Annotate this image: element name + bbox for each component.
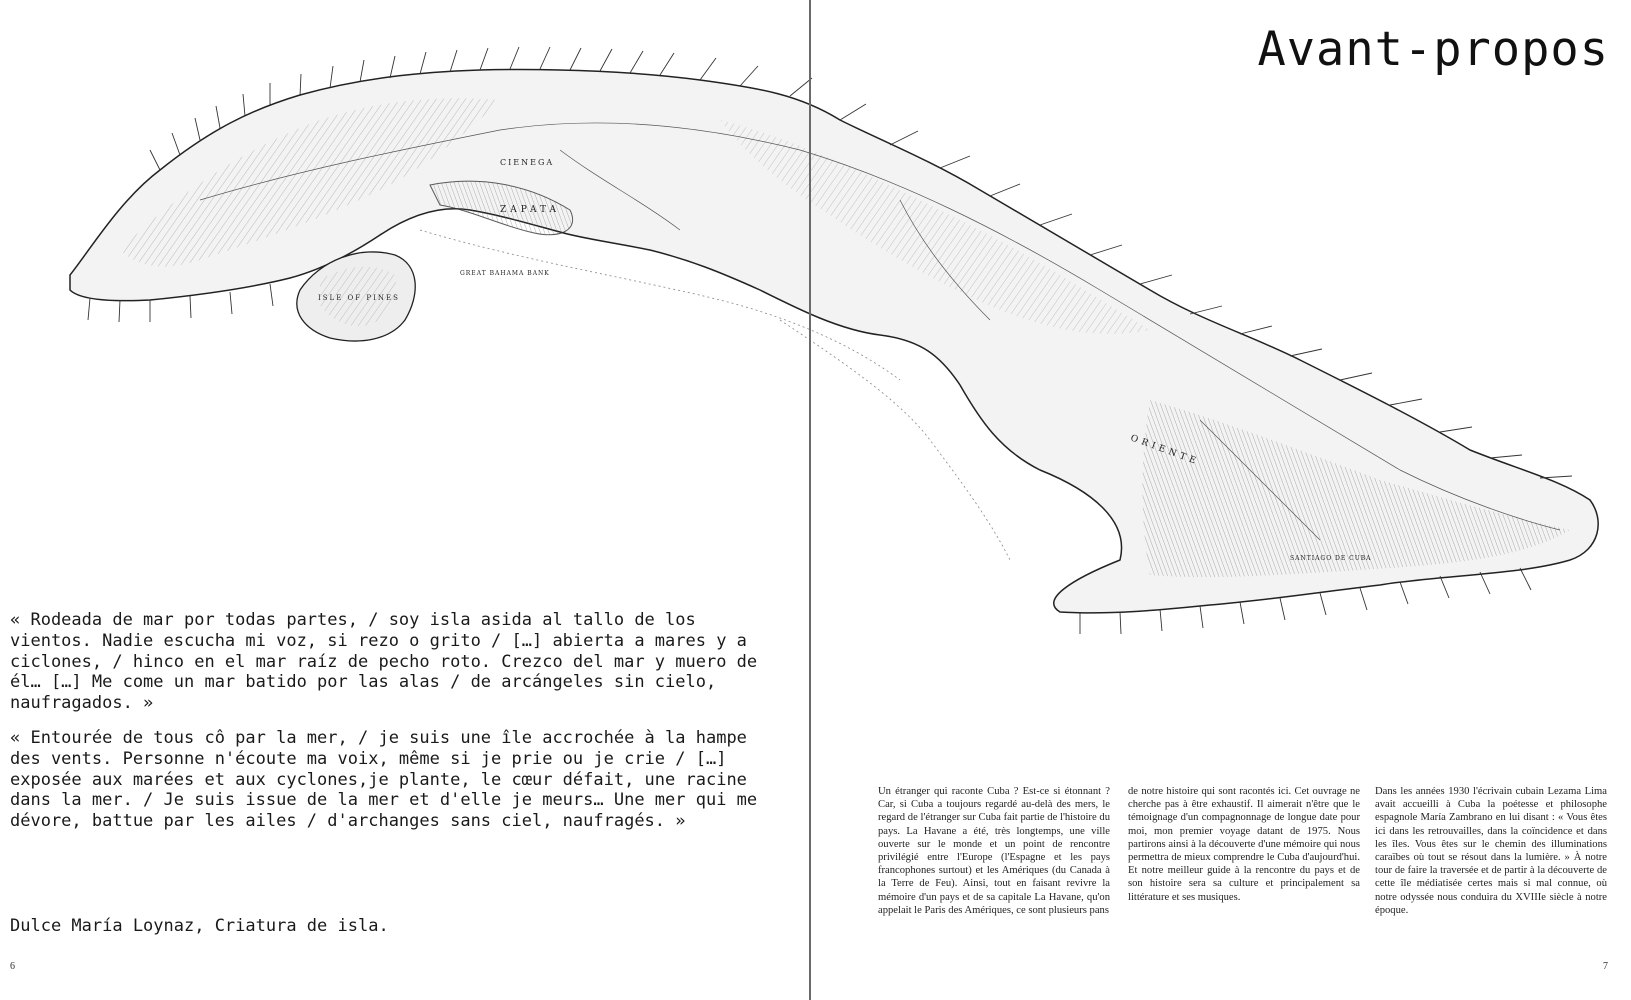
body-column-1: Un étranger qui raconte Cuba ? Est-ce si étonnant ? Car, si Cuba a toujours regardé au-delà des mers, le regard de l'étranger sur Cuba fait partie de l'histoire du pays. La Havane a été, très longtemps, une ville ouverte sur le monde et un point de rencontre privilégié entre l'Europe (l'Espagne et les pays francophones surtout) et les Amériques (du Canada à la Terre de Feu). Ainsi, tout en faisant revivre la mémoire d'un pays et de sa capitale La Havane, qu'on appelait le Paris des Amériques, ce sont plusieurs pans [878, 786, 1110, 916]
epigraph-attribution: Dulce María Loynaz, Criatura de isla. [10, 916, 389, 936]
map-label-oriente: ORIENTE [1128, 433, 1201, 468]
body-column-2: de notre histoire qui sont racontés ici. Cet ouvrage ne cherche pas à être exhaustif. Il aimerait n'être que le témoignage d'un compagnonnage de longue date pour moi, mon premier voyage datant de 1975. Nous partirons ainsi à la découverte d'une mémoire qui nous permettra de mieux comprendre le Cuba d'aujourd'hui. Et notre meilleur guide à la rencontre du pays et de son histoire sera sa culture et principalement sa littérature et ses musiques. [1128, 786, 1360, 903]
map-label-cienega: CIENEGA [500, 158, 555, 167]
epigraph-french: « Entourée de tous cô par la mer, / je suis une île accrochée à la hampe des vents. Personne n'écoute ma voix, même si je prie ou je crie / […] exposée aux marées et aux cyclones,je plante, le cœur défait, une racine dans la mer. / Je suis issue de la mer et d'elle je meurs… Une mer qui me dévore, battue par les ailes / d'archanges sans ciel, naufragés. » [10, 728, 758, 832]
page-title: Avant-propos [1257, 22, 1609, 77]
map-label-bahama-bank: GREAT BAHAMA BANK [460, 270, 550, 277]
epigraph-spanish: « Rodeada de mar por todas partes, / soy isla asida al tallo de los vientos. Nadie escucha mi voz, si rezo o grito / […] abierta a mares y a ciclones, / hinco en el mar raíz de pecho roto. Crezco del mar y muero de él… […] Me come un mar batido por las alas / de arcángeles sin cielo, naufragados. » [10, 610, 758, 714]
body-column-3: Dans les années 1930 l'écrivain cubain Lezama Lima avait accueilli à Cuba la poétesse et philosophe espagnole María Zambrano en lui disant : « Vous êtes ici dans les retrouvailles, dans la coïncidence et dans les îles. Vous êtes sur le chemin des illuminations caraïbes où tout se résout dans la lumière. » À notre tour de faire la traversée et de partir à la découverte de cette île médiatisée certes mais si mal connue, où notre odyssée nous conduira du XVIIIe siècle à notre époque. [1375, 786, 1607, 916]
map-label-zapata: ZAPATA [500, 205, 560, 215]
book-spine [809, 0, 811, 1000]
page-number-right: 7 [1603, 961, 1608, 972]
page-number-left: 6 [10, 961, 15, 972]
map-label-santiago: SANTIAGO DE CUBA [1290, 555, 1372, 562]
map-label-isle-of-pines: ISLE OF PINES [318, 294, 400, 302]
